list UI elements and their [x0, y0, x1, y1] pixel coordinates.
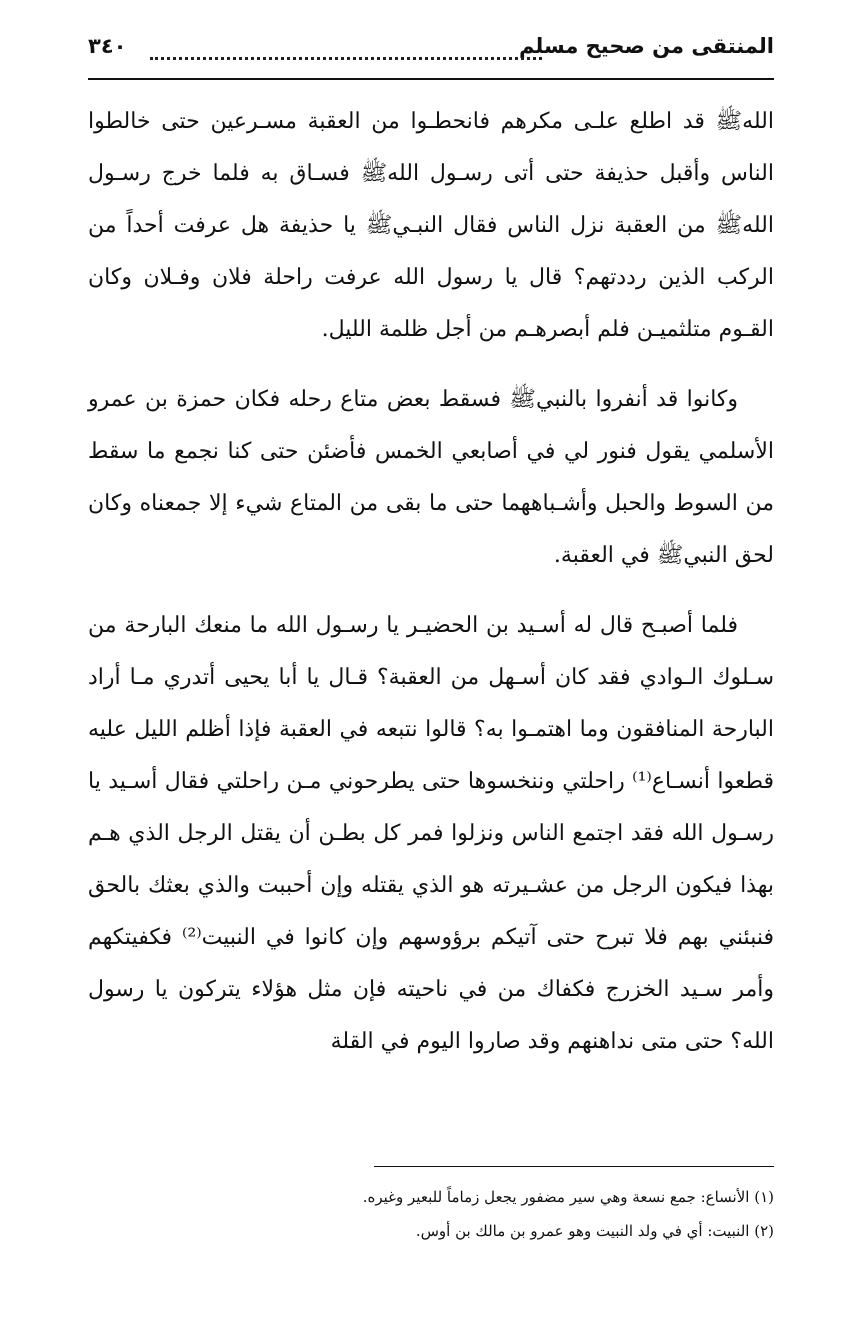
page-number: ٣٤٠: [88, 34, 127, 58]
paragraph: فلما أصبـح قال له أسـيد بن الحضيـر يا رسـول الله ما منعك البارحة من سـلوك الـوادي فقد كان أسـهل من العقبة؟ قـال يا أبا يحيى أتدري مـا أراد البارحة المنافقون وما اهتمـوا به؟ قالوا نتبعه في العقبة فإذا أظلم الليل عليه قطعوا أنسـاع⁽¹⁾ راحلتي وننخسوها حتى يطرحوني مـن راحلتي فقال أسـيد يا رسـول الله فقد اجتمع الناس ونزلوا فمر كل بطـن أن يقتل الرجل الذي هـم بهذا فيكون الرجل من عشـيرته هو الذي يقتله وإن أحببت والذي بعثك بالحق فنبئني بهم فلا تبرح حتى آتيكم برؤوسهم وإن كانوا في النبيت⁽²⁾ فكفيتكهم وأمر سـيد الخزرج فكفاك من في ناحيته فإن مثل هؤلاء يتركون يا رسول الله؟ حتى متى نداهنهم وقد صاروا اليوم في القلة: [88, 613, 775, 1054]
footnote: (١) الأنساع: جمع نسعة وهي سير مضفور يجعل زماماً للبعير وغيره.: [362, 1188, 774, 1206]
paragraph: وكانوا قد أنفروا بالنبيﷺ فسقط بعض متاع رحله فكان حمزة بن عمرو الأسلمي يقول فنور لي في أصابعي الخمس فأضئن حتى كنا نجمع ما سقط من السوط والحبل وأشـباههما حتى ما بقى من المتاع شيء إلا جمعناه وكان لحق النبيﷺ في العقبة.: [88, 387, 774, 568]
running-title: المنتقى من صحيح مسلم: [518, 34, 774, 58]
footnote-divider: [374, 1166, 774, 1167]
footnotes: [88, 1180, 774, 1248]
page-header: [88, 30, 774, 74]
header-dot-leader: [150, 57, 542, 60]
main-text: [88, 96, 774, 1068]
footnote: (٢) النبيت: أي في ولد النبيت وهو عمرو بن مالك بن أوس.: [415, 1222, 774, 1240]
paragraph: اللهﷺ قد اطلع علـى مكرهم فانحطـوا من العقبة مسـرعين حتى خالطوا الناس وأقبل حذيفة حتى أتى رسـول اللهﷺ فسـاق به فلما خرج رسـول اللهﷺ من العقبة نزل الناس فقال النبـيﷺ يا حذيفة هل عرفت أحداً من الركب الذين رددتهم؟ قال يا رسول الله عرفت راحلة فلان وفـلان وكان القـوم متلثميـن فلم أبصرهـم من أجل ظلمة الليل.: [88, 109, 774, 342]
header-divider: [88, 78, 774, 80]
